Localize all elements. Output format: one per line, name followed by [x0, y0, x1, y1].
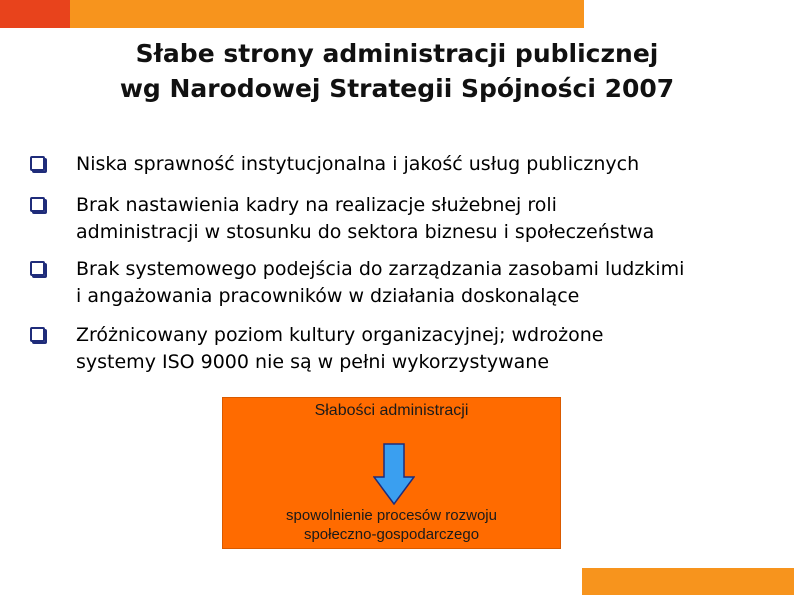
diagram-bottom-label — [223, 506, 560, 544]
bullet-4-line-1: Zróżnicowany poziom kultury organizacyjnej; wdrożone — [76, 324, 604, 346]
bullet-3-line-1: Brak systemowego podejścia do zarządzania zasobami ludzkimi — [76, 258, 685, 280]
arrow-down-icon — [373, 443, 415, 505]
checkbox-icon — [30, 197, 45, 212]
decorative-red-bar — [0, 0, 70, 28]
checkbox-icon — [30, 156, 45, 171]
slide-title-line-1: Słabe strony administracji publicznej — [135, 39, 659, 68]
bullet-item-1 — [30, 151, 639, 178]
bullet-item-4 — [30, 322, 603, 376]
decorative-orange-bar-bottom — [582, 568, 794, 595]
bullet-item-3 — [30, 256, 684, 310]
diagram-bottom-line-2: społeczno-gospodarczego — [303, 526, 480, 543]
diagram-bottom-line-1: spowolnienie procesów rozwoju — [286, 507, 497, 524]
bullet-2-line-1: Brak nastawienia kadry na realizacje służebnej roli — [76, 194, 557, 216]
decorative-orange-bar-top — [70, 0, 584, 28]
slide-title — [0, 36, 794, 106]
weakness-diagram-box — [222, 397, 561, 549]
bullet-3-line-2: i angażowania pracowników w działania doskonalące — [76, 285, 580, 307]
checkbox-icon — [30, 327, 45, 342]
slide-title-line-2: wg Narodowej Strategii Spójności 2007 — [119, 74, 675, 103]
bullet-4-line-2: systemy ISO 9000 nie są w pełni wykorzystywane — [76, 351, 550, 373]
checkbox-icon — [30, 261, 45, 276]
bullet-item-2 — [30, 192, 654, 246]
diagram-top-label: Słabości administracji — [314, 402, 469, 419]
bullet-2-line-2: administracji w stosunku do sektora biznesu i społeczeństwa — [76, 221, 655, 243]
bullet-1-line-1: Niska sprawność instytucjonalna i jakość usług publicznych — [76, 153, 640, 175]
